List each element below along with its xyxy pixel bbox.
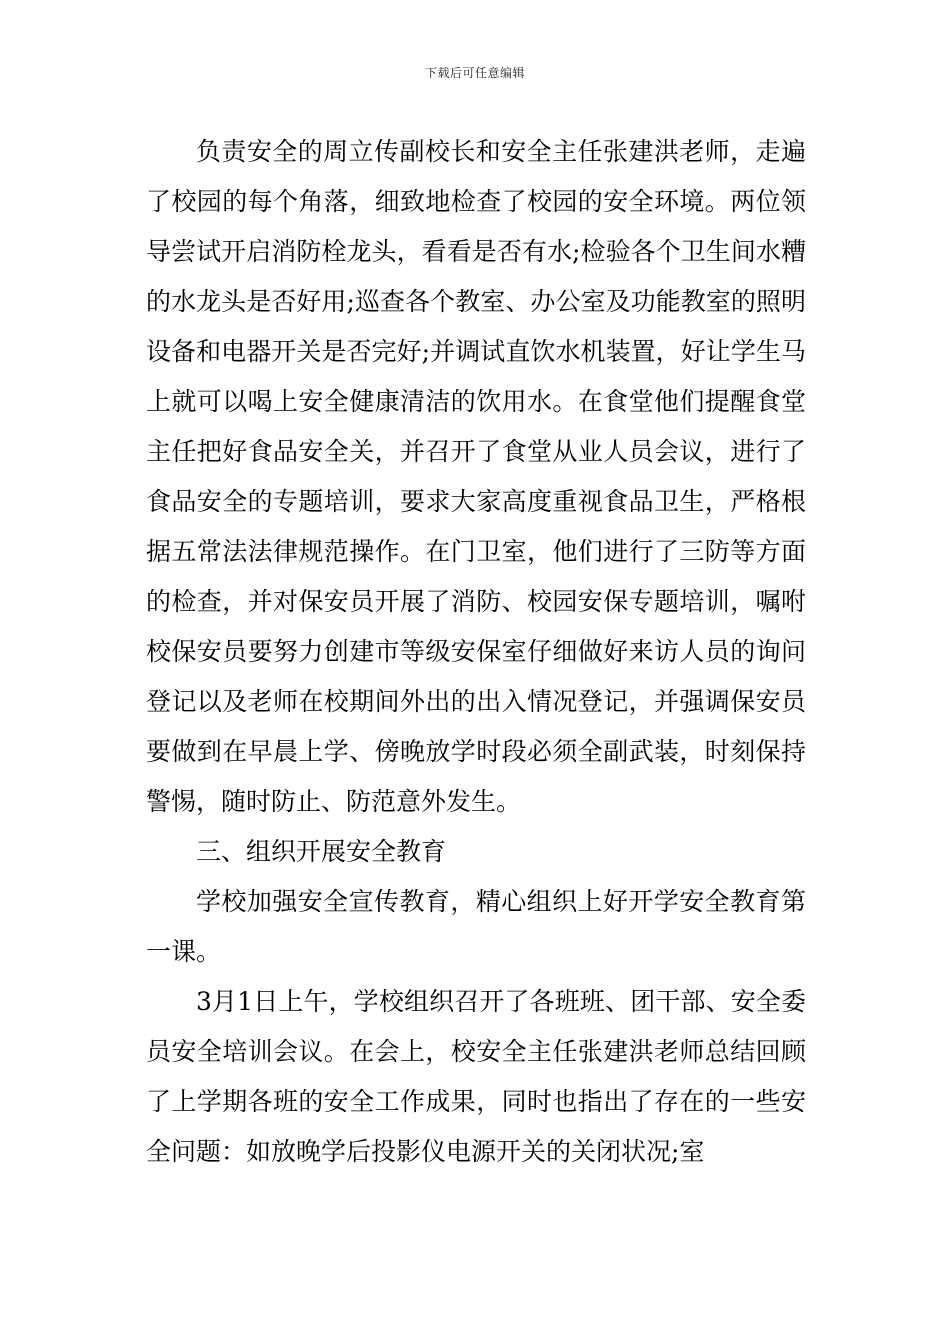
document-body <box>146 127 806 1177</box>
section-heading-safety-education: 三、组织开展安全教育 <box>196 837 447 866</box>
paragraph-inspection: 负责安全的周立传副校长和安全主任张建洪老师，走遍了校园的每个角落，细致地检查了校园的安全环境。两位领导尝试开启消防栓龙头，看看是否有水;检验各个卫生间水糟的水龙头是否好用;巡查各个教室、办公室及功能教室的照明设备和电器开关是否完好;并调试直饮水机装置，好让学生马上就可以喝上安全健康清洁的饮用水。在食堂他们提醒食堂主任把好食品安全关，并召开了食堂从业人员会议，进行了食品安全的专题培训，要求大家高度重视食品卫生，严格根据五常法法律规范操作。在门卫室，他们进行了三防等方面的检查，并对保安员开展了消防、校园安保专题培训，嘱咐校保安员要努力创建市等级安保室仔细做好来访人员的询问登记以及老师在校期间外出的出入情况登记，并强调保安员要做到在早晨上学、傍晚放学时段必须全副武装，时刻保持警惕，随时防止、防范意外发生。 <box>146 137 806 816</box>
page-header: 下载后可任意编辑 <box>424 66 525 80</box>
paragraph-training-meeting: 3月1日上午，学校组织召开了各班班、团干部、安全委员安全培训会议。在会上，校安全主任张建洪老师总结回顾了上学期各班的安全工作成果，同时也指出了存在的一些安全问题：如放晚学后投影仪电源开关的关闭状况;室 <box>146 987 806 1166</box>
paragraph-first-lesson: 学校加强安全宣传教育，精心组织上好开学安全教育第一课。 <box>146 887 806 966</box>
